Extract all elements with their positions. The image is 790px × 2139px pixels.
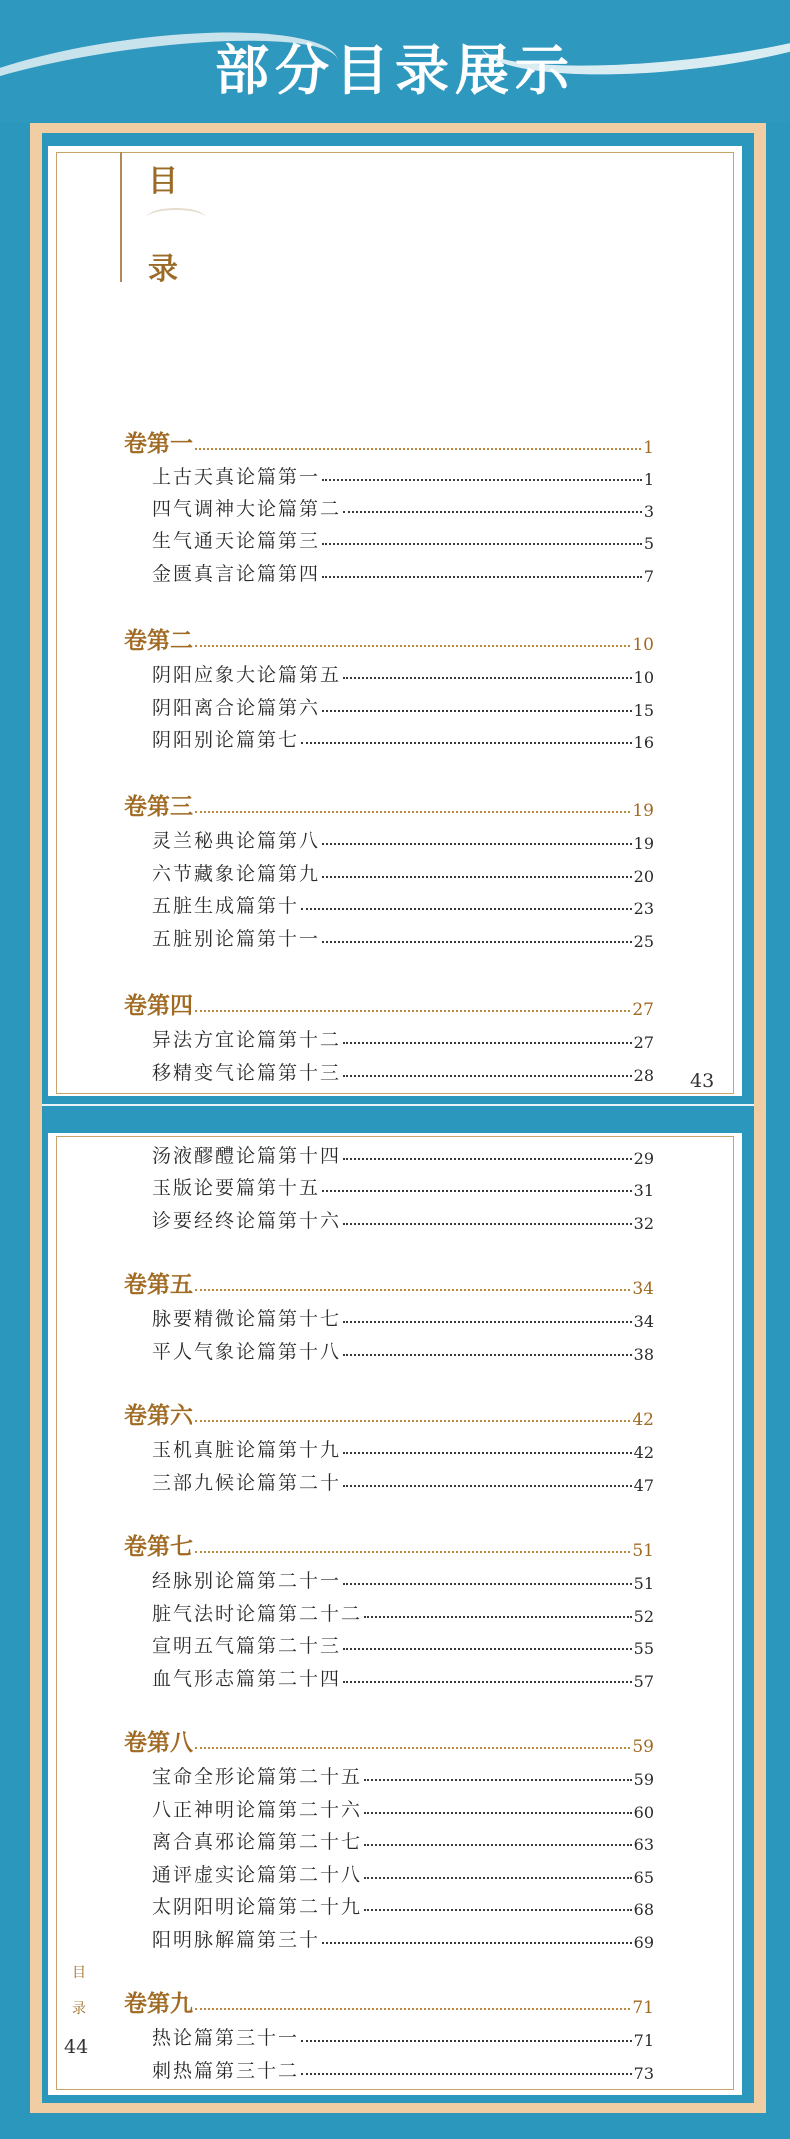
toc-entry-page: 27 [633, 1033, 654, 1052]
toc-chapter-row [152, 890, 654, 918]
toc-chapter-row [152, 558, 654, 586]
toc-chapter-row [152, 2055, 654, 2083]
toc-entry-label: 卷第二 [124, 627, 193, 654]
toc-entry-label: 阴阳离合论篇第六 [152, 697, 321, 719]
toc-entry-page: 23 [633, 899, 654, 918]
dot-leader [322, 576, 642, 578]
toc-entry-label: 宝命全形论篇第二十五 [152, 1766, 363, 1788]
toc-chapter-row [152, 1663, 654, 1691]
header-banner [0, 0, 790, 122]
dot-leader [195, 811, 630, 813]
page-number-43: 43 [690, 1070, 715, 1092]
toc-volume-row [124, 1729, 654, 1757]
dot-leader [322, 710, 632, 712]
toc-chapter-row [152, 1140, 654, 1168]
toc-volume-row [124, 1402, 654, 1430]
toc-entry-page: 68 [633, 1900, 654, 1919]
toc-entry-label: 八正神明论篇第二十六 [152, 1799, 363, 1821]
toc-chapter-row [152, 825, 654, 853]
toc-entry-page: 60 [633, 1803, 654, 1822]
dot-leader [364, 1779, 632, 1781]
toc-entry-page: 71 [632, 1998, 654, 2018]
toc-entry-page: 27 [632, 1000, 654, 1020]
toc-entry-label: 移精变气论篇第十三 [152, 1062, 342, 1084]
dot-leader [195, 1747, 630, 1749]
dot-leader [322, 1942, 632, 1944]
dot-leader [343, 1583, 632, 1585]
toc-entry-label: 热论篇第三十一 [152, 2027, 300, 2049]
toc-chapter-row [152, 1859, 654, 1887]
toc-entry-page: 19 [633, 834, 654, 853]
dot-leader [322, 543, 642, 545]
toc-entry-page: 73 [633, 2064, 654, 2083]
toc-entry-label: 太阴阳明论篇第二十九 [152, 1896, 363, 1918]
toc-entry-page: 1 [643, 438, 654, 458]
toc-entry-label: 五脏别论篇第十一 [152, 928, 321, 950]
toc-entry-page: 32 [633, 1214, 654, 1233]
dot-leader [301, 908, 632, 910]
toc-chapter-row [152, 1761, 654, 1789]
toc-entry-page: 34 [632, 1279, 654, 1299]
toc-entry-page: 10 [633, 668, 654, 687]
toc-entry-label: 经脉别论篇第二十一 [152, 1570, 342, 1592]
toc-volume-row [124, 992, 654, 1020]
toc-chapter-row [152, 923, 654, 951]
toc-entry-page: 69 [633, 1933, 654, 1952]
dot-leader [195, 1420, 630, 1422]
dot-leader [322, 876, 632, 878]
toc-entry-page: 5 [643, 534, 654, 553]
toc-entry-label: 宣明五气篇第二十三 [152, 1635, 342, 1657]
toc-entry-label: 生气通天论篇第三 [152, 530, 321, 552]
toc-entry-page: 59 [633, 1770, 654, 1789]
toc-chapter-row [152, 858, 654, 886]
toc-chapter-row [152, 1924, 654, 1952]
side-label-char2: 录 [72, 2001, 86, 2017]
toc-entry-label: 阴阳应象大论篇第五 [152, 664, 342, 686]
toc-entry-label: 四气调神大论篇第二 [152, 498, 342, 520]
header-title: 部分目录展示 [215, 39, 575, 102]
toc-chapter-row [152, 659, 654, 687]
toc-entry-page: 20 [633, 867, 654, 886]
toc-entry-page: 71 [633, 2031, 654, 2050]
dot-leader [343, 1158, 632, 1160]
toc-entry-label: 刺热篇第三十二 [152, 2060, 300, 2082]
dot-leader [195, 1010, 630, 1012]
toc-entry-label: 玉版论要篇第十五 [152, 1177, 321, 1199]
toc-title-char2: 录 [148, 252, 178, 287]
toc-entry-page: 63 [633, 1835, 654, 1854]
toc-volume-row [124, 627, 654, 655]
toc-entry-label: 卷第五 [124, 1271, 193, 1298]
toc-entry-label: 卷第四 [124, 992, 193, 1019]
toc-entry-page: 57 [633, 1672, 654, 1691]
dot-leader [195, 2008, 630, 2010]
toc-chapter-row [152, 1794, 654, 1822]
toc-entry-page: 31 [633, 1181, 654, 1200]
dot-leader [322, 479, 642, 481]
toc-entry-label: 上古天真论篇第一 [152, 466, 321, 488]
toc-chapter-row [152, 525, 654, 553]
dot-leader [301, 742, 632, 744]
dot-leader [195, 1551, 630, 1553]
toc-entry-page: 51 [633, 1574, 654, 1593]
toc-volume-row [124, 430, 654, 458]
toc-entry-page: 3 [643, 502, 654, 521]
toc-volume-row [124, 1271, 654, 1299]
toc-entry-page: 42 [633, 1443, 654, 1462]
toc-entry-label: 异法方宜论篇第十二 [152, 1029, 342, 1051]
toc-entry-label: 卷第七 [124, 1533, 193, 1560]
toc-entry-page: 1 [643, 470, 654, 489]
toc-chapter-row [152, 461, 654, 489]
dot-leader [364, 1812, 632, 1814]
toc-entry-label: 阴阳别论篇第七 [152, 729, 300, 751]
dot-leader [343, 1075, 632, 1077]
toc-entry-label: 六节藏象论篇第九 [152, 863, 321, 885]
page-number-44: 44 [64, 2036, 89, 2058]
dot-leader [322, 941, 632, 943]
toc-entry-label: 卷第九 [124, 1990, 193, 2017]
toc-entry-label: 诊要经终论篇第十六 [152, 1210, 342, 1232]
toc-entry-label: 卷第六 [124, 1402, 193, 1429]
toc-entry-page: 65 [633, 1868, 654, 1887]
dot-leader [301, 2073, 632, 2075]
side-label-char1: 目 [72, 1965, 86, 1981]
toc-volume-row [124, 1533, 654, 1561]
toc-entry-label: 离合真邪论篇第二十七 [152, 1831, 363, 1853]
toc-chapter-row [152, 1630, 654, 1658]
toc-entry-label: 脉要精微论篇第十七 [152, 1308, 342, 1330]
toc-title-char1: 目 [148, 164, 178, 199]
toc-entry-page: 34 [633, 1312, 654, 1331]
toc-entry-page: 7 [643, 567, 654, 586]
dot-leader [301, 2040, 632, 2042]
toc-entry-page: 10 [632, 635, 654, 655]
toc-entry-page: 28 [633, 1066, 654, 1085]
toc-title-rule [120, 152, 122, 282]
dot-leader [343, 1223, 632, 1225]
toc-entry-label: 卷第三 [124, 793, 193, 820]
dot-leader [343, 1681, 632, 1683]
toc-entry-label: 金匮真言论篇第四 [152, 563, 321, 585]
toc-entry-page: 38 [633, 1345, 654, 1364]
toc-chapter-row [152, 724, 654, 752]
page-divider [42, 1106, 754, 1132]
toc-entry-label: 汤液醪醴论篇第十四 [152, 1145, 342, 1167]
toc-entry-label: 通评虚实论篇第二十八 [152, 1864, 363, 1886]
cloud-ornament-icon [146, 208, 206, 228]
toc-chapter-row [152, 1467, 654, 1495]
toc-chapter-row [152, 1336, 654, 1364]
toc-chapter-row [152, 1565, 654, 1593]
dot-leader [195, 1289, 630, 1291]
dot-leader [364, 1844, 632, 1846]
toc-entry-page: 29 [633, 1149, 654, 1168]
toc-entry-label: 玉机真脏论篇第十九 [152, 1439, 342, 1461]
dot-leader [322, 843, 632, 845]
toc-entry-page: 15 [633, 701, 654, 720]
dot-leader [364, 1616, 632, 1618]
dot-leader [195, 448, 641, 450]
toc-entry-label: 卷第一 [124, 430, 193, 457]
toc-entry-label: 卷第八 [124, 1729, 193, 1756]
dot-leader [195, 645, 630, 647]
toc-entry-page: 55 [633, 1639, 654, 1658]
dot-leader [343, 1648, 632, 1650]
dot-leader [343, 1354, 632, 1356]
toc-entry-page: 59 [632, 1737, 654, 1757]
toc-entry-page: 52 [633, 1607, 654, 1626]
dot-leader [364, 1909, 632, 1911]
toc-chapter-row [152, 1598, 654, 1626]
dot-leader [343, 677, 632, 679]
dot-leader [343, 1042, 632, 1044]
dot-leader [343, 1485, 632, 1487]
toc-entry-page: 19 [632, 801, 654, 821]
toc-chapter-row [152, 1057, 654, 1085]
toc-entry-page: 47 [633, 1476, 654, 1495]
toc-entry-page: 42 [632, 1410, 654, 1430]
toc-chapter-row [152, 1172, 654, 1200]
dot-leader [343, 1321, 632, 1323]
toc-chapter-row [152, 493, 654, 521]
toc-chapter-row [152, 692, 654, 720]
toc-chapter-row [152, 2022, 654, 2050]
toc-entry-label: 平人气象论篇第十八 [152, 1341, 342, 1363]
toc-chapter-row [152, 1891, 654, 1919]
toc-entry-label: 脏气法时论篇第二十二 [152, 1603, 363, 1625]
toc-chapter-row [152, 1826, 654, 1854]
toc-volume-row [124, 793, 654, 821]
dot-leader [343, 511, 642, 513]
dot-leader [364, 1877, 632, 1879]
toc-entry-label: 血气形志篇第二十四 [152, 1668, 342, 1690]
toc-entry-page: 51 [632, 1541, 654, 1561]
toc-entry-label: 阳明脉解篇第三十 [152, 1929, 321, 1951]
toc-chapter-row [152, 1434, 654, 1462]
toc-volume-row [124, 1990, 654, 2018]
toc-entry-label: 三部九候论篇第二十 [152, 1472, 342, 1494]
toc-chapter-row [152, 1024, 654, 1052]
dot-leader [343, 1452, 632, 1454]
toc-entry-label: 灵兰秘典论篇第八 [152, 830, 321, 852]
dot-leader [322, 1190, 632, 1192]
toc-entry-page: 16 [633, 733, 654, 752]
toc-entry-page: 25 [633, 932, 654, 951]
toc-chapter-row [152, 1205, 654, 1233]
toc-chapter-row [152, 1303, 654, 1331]
toc-entry-label: 五脏生成篇第十 [152, 895, 300, 917]
